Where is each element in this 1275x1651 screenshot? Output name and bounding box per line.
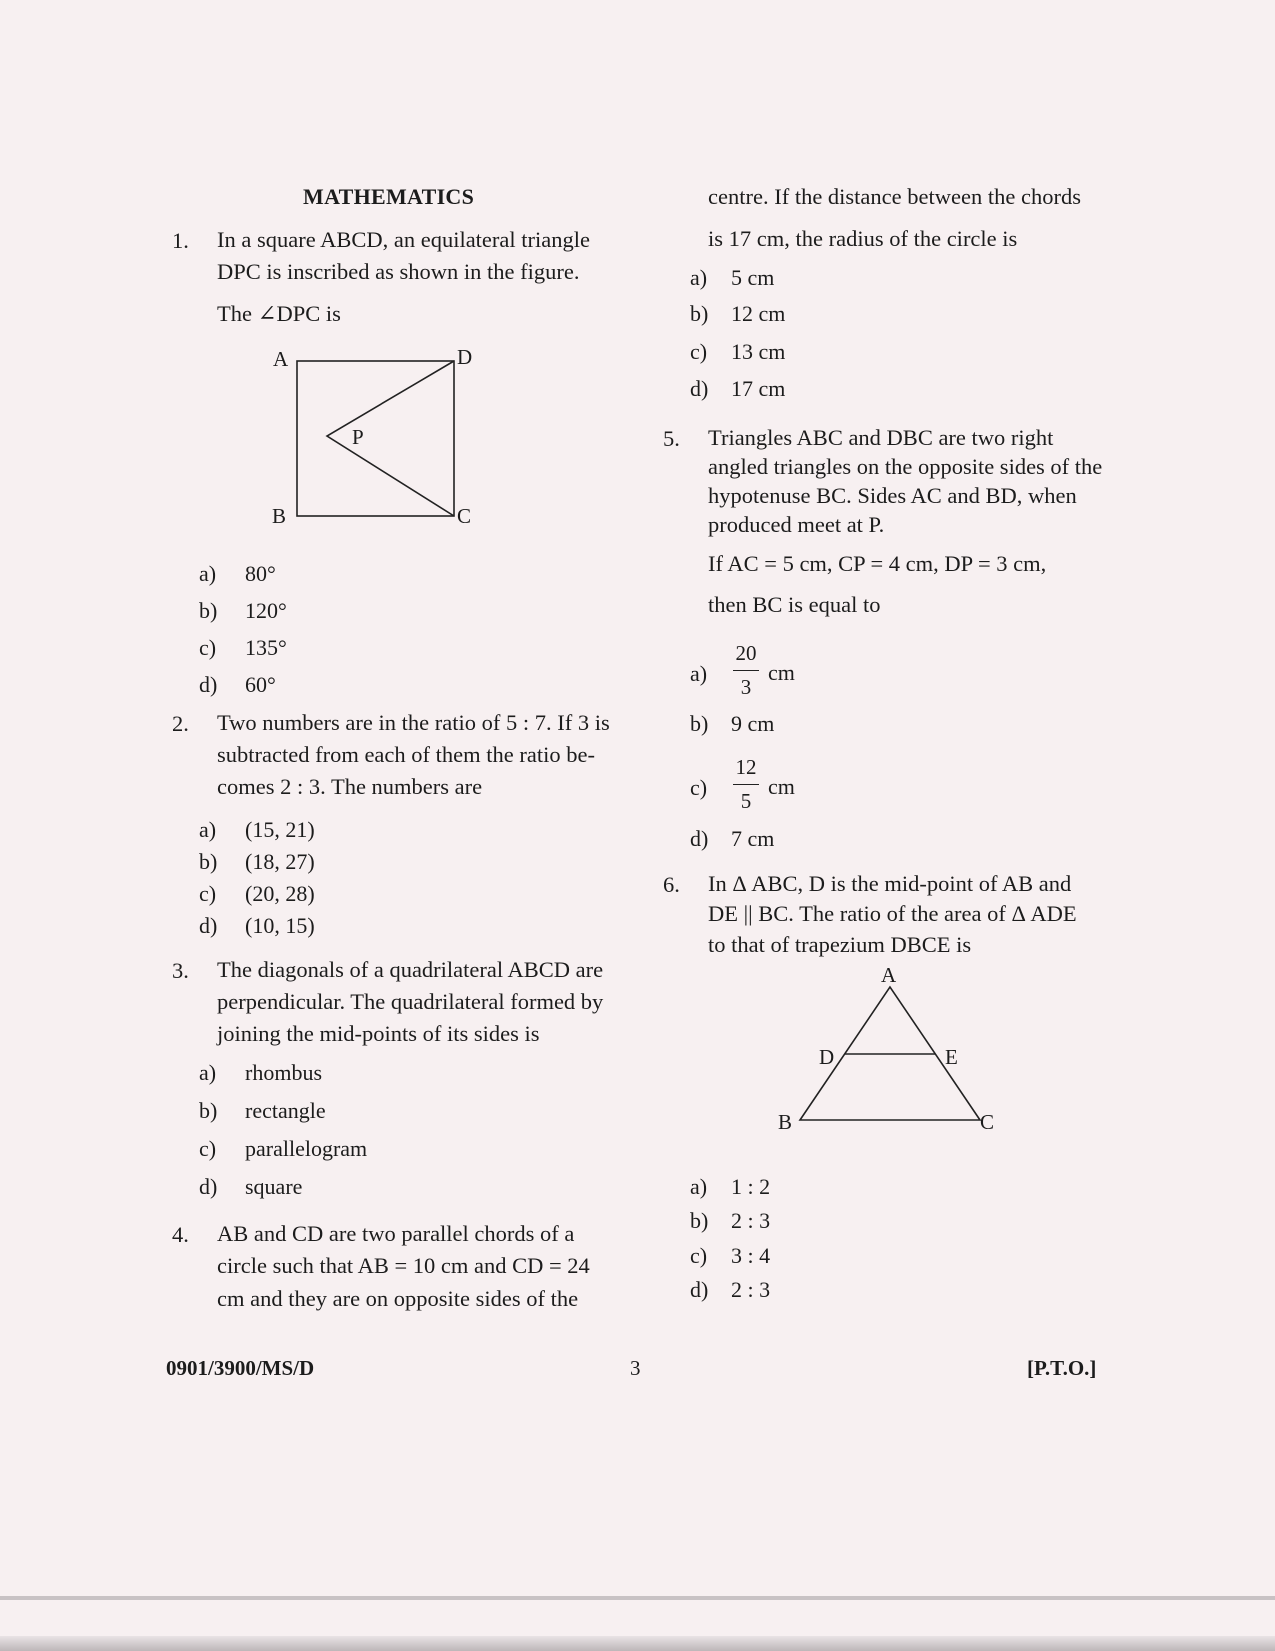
question-text: produced meet at P. — [708, 512, 885, 537]
option-text: rectangle — [245, 1098, 326, 1123]
question-text: The ∠DPC is — [217, 301, 341, 326]
option-d[interactable] — [199, 913, 315, 939]
fraction-numerator: 12 — [735, 755, 757, 779]
option-text: 2 : 3 — [731, 1277, 771, 1302]
option-label: c) — [690, 339, 708, 364]
option-text: 13 cm — [731, 339, 786, 364]
question-text: AB and CD are two parallel chords of a — [217, 1221, 575, 1246]
option-label: a) — [199, 817, 217, 842]
fraction-denominator: 3 — [740, 675, 752, 699]
option-label: d) — [199, 913, 218, 938]
option-text: (20, 28) — [245, 881, 315, 906]
option-c[interactable] — [690, 1243, 770, 1269]
option-text: square — [245, 1174, 303, 1199]
option-label: d) — [690, 826, 709, 851]
option-text: 120° — [245, 598, 287, 623]
vertex-label-c: C — [457, 504, 472, 528]
question-number: 2. — [172, 711, 189, 736]
question-text: In a square ABCD, an equilateral triangle — [217, 227, 590, 252]
option-label: b) — [690, 1208, 709, 1233]
question-number: 1. — [172, 228, 189, 253]
question-text: then BC is equal to — [708, 592, 881, 617]
option-b[interactable] — [199, 849, 315, 875]
option-label: a) — [690, 265, 708, 290]
option-label: b) — [690, 301, 709, 326]
option-label: c) — [690, 775, 708, 800]
question-text: circle such that AB = 10 cm and CD = 24 — [217, 1253, 590, 1278]
option-c[interactable] — [199, 1136, 367, 1162]
option-text: (18, 27) — [245, 849, 315, 874]
vertex-label-d: D — [819, 1045, 835, 1069]
vertex-label-a: A — [881, 963, 897, 987]
option-text: (10, 15) — [245, 913, 315, 938]
option-label: c) — [199, 635, 217, 660]
option-unit: cm — [768, 660, 795, 685]
option-label: c) — [690, 1243, 708, 1268]
option-a[interactable] — [199, 817, 315, 843]
option-a[interactable] — [690, 265, 774, 291]
option-label: a) — [199, 561, 217, 586]
vertex-label-a: A — [273, 347, 289, 371]
option-text: (15, 21) — [245, 817, 315, 842]
option-b[interactable] — [690, 711, 774, 737]
option-unit: cm — [768, 774, 795, 799]
paper-code: 0901/3900/MS/D — [166, 1356, 315, 1380]
question-number: 4. — [172, 1222, 189, 1247]
option-text: parallelogram — [245, 1136, 368, 1161]
page-title: MATHEMATICS — [303, 184, 475, 209]
option-c[interactable] — [690, 339, 785, 365]
vertex-label-b: B — [778, 1110, 793, 1134]
square-abcd — [297, 361, 454, 516]
question-text: perpendicular. The quadrilateral formed by — [217, 989, 604, 1014]
option-text: 60° — [245, 672, 276, 697]
triangle-dpc — [327, 361, 454, 516]
fraction-bar — [733, 784, 759, 785]
option-c[interactable] — [199, 881, 315, 907]
scan-edge-bottom — [0, 1636, 1275, 1651]
option-label: b) — [199, 849, 218, 874]
option-text: 5 cm — [731, 265, 775, 290]
pto-label: [P.T.O.] — [1027, 1356, 1097, 1380]
option-a[interactable] — [199, 1060, 322, 1086]
fraction-numerator: 20 — [735, 641, 757, 665]
vertex-label-e: E — [945, 1045, 958, 1069]
option-label: c) — [199, 881, 217, 906]
question-text: subtracted from each of them the ratio be- — [217, 742, 595, 767]
option-a[interactable] — [199, 561, 276, 587]
question-number: 6. — [663, 872, 680, 897]
fraction-denominator: 5 — [740, 789, 752, 813]
option-b[interactable] — [690, 1208, 770, 1234]
fraction-bar — [733, 670, 759, 671]
question-text: comes 2 : 3. The numbers are — [217, 774, 483, 799]
question-text: Triangles ABC and DBC are two right — [708, 425, 1054, 450]
question-text: If AC = 5 cm, CP = 4 cm, DP = 3 cm, — [708, 551, 1047, 576]
option-label: a) — [690, 1174, 708, 1199]
option-a[interactable] — [690, 1174, 770, 1200]
option-text: 2 : 3 — [731, 1208, 771, 1233]
question-text: is 17 cm, the radius of the circle is — [708, 226, 1018, 251]
option-d[interactable] — [690, 376, 785, 402]
question-text: joining the mid-points of its sides is — [217, 1021, 540, 1046]
question-text: DE || BC. The ratio of the area of Δ ADE — [708, 901, 1077, 926]
question-text: DPC is inscribed as shown in the figure. — [217, 259, 580, 284]
option-d[interactable] — [199, 1174, 302, 1200]
option-text: 12 cm — [731, 301, 786, 326]
option-label: d) — [690, 376, 709, 401]
option-d[interactable] — [690, 826, 774, 852]
option-c[interactable] — [199, 635, 287, 661]
square-triangle-figure — [260, 340, 490, 540]
vertex-label-c: C — [980, 1110, 995, 1134]
option-text: 3 : 4 — [731, 1243, 771, 1268]
question-text: Two numbers are in the ratio of 5 : 7. If 3 is — [217, 710, 610, 735]
vertex-label-p: P — [352, 425, 364, 449]
triangle-figure — [780, 970, 1010, 1140]
option-label: a) — [199, 1060, 217, 1085]
option-text: 1 : 2 — [731, 1174, 771, 1199]
option-d[interactable] — [199, 672, 276, 698]
option-text: 9 cm — [731, 711, 775, 736]
question-text: centre. If the distance between the chords — [708, 184, 1081, 209]
option-label: b) — [690, 711, 709, 736]
page-number: 3 — [630, 1356, 641, 1380]
option-text: 135° — [245, 635, 287, 660]
option-label: d) — [199, 672, 218, 697]
vertex-label-d: D — [457, 345, 473, 369]
option-label: b) — [199, 1098, 218, 1123]
question-text: angled triangles on the opposite sides of the — [708, 454, 1103, 479]
question-text: to that of trapezium DBCE is — [708, 932, 972, 957]
question-number: 3. — [172, 958, 189, 983]
option-label: d) — [690, 1277, 709, 1302]
question-text: In Δ ABC, D is the mid-point of AB and — [708, 871, 1072, 896]
option-label: d) — [199, 1174, 218, 1199]
option-b[interactable] — [690, 301, 785, 327]
option-label: b) — [199, 598, 218, 623]
option-text: 7 cm — [731, 826, 775, 851]
question-text: hypotenuse BC. Sides AC and BD, when — [708, 483, 1077, 508]
option-text: rhombus — [245, 1060, 322, 1085]
option-text: 80° — [245, 561, 276, 586]
option-b[interactable] — [199, 598, 287, 624]
option-label: c) — [199, 1136, 217, 1161]
option-b[interactable] — [199, 1098, 326, 1124]
vertex-label-b: B — [272, 504, 287, 528]
option-d[interactable] — [690, 1277, 770, 1303]
question-text: cm and they are on opposite sides of the — [217, 1286, 579, 1311]
option-label: a) — [690, 661, 708, 686]
option-text: 17 cm — [731, 376, 786, 401]
question-number: 5. — [663, 426, 680, 451]
scan-edge-shadow — [0, 1596, 1275, 1600]
question-text: The diagonals of a quadrilateral ABCD are — [217, 957, 604, 982]
